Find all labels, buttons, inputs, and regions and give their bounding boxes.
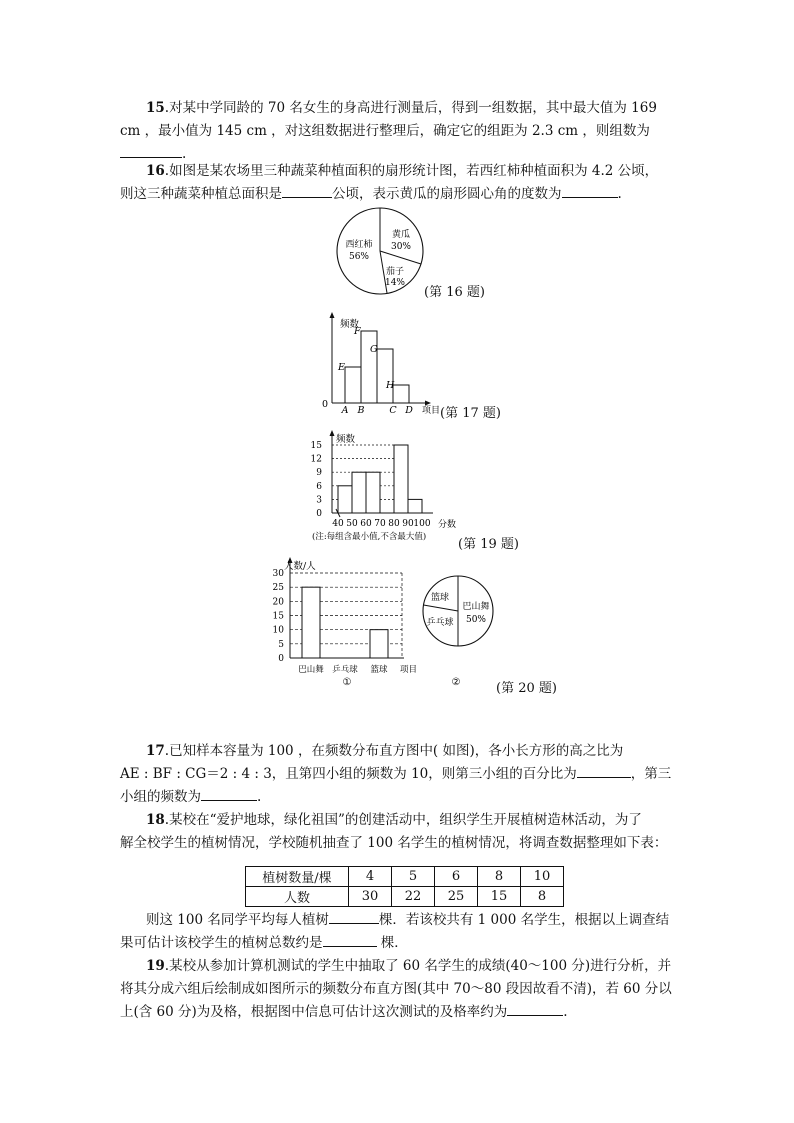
x-category-label: 乒乓球	[332, 665, 358, 675]
answer-blank	[562, 183, 618, 198]
q17-number: 17	[146, 743, 165, 759]
figure-marker-1: ①	[342, 677, 352, 688]
y-tick-label: 6	[316, 481, 322, 492]
table-cell: 10	[521, 867, 564, 887]
q18-line3: 则这 100 名同学平均每人植树 棵．若该校共有 1 000 名学生，根据以上调查结	[120, 909, 680, 932]
bar-top-label: H	[386, 380, 395, 391]
x-category-label: 篮球	[370, 665, 388, 675]
table-cell: 5	[392, 867, 435, 887]
y-tick-label: 15	[310, 441, 322, 451]
y-ticks	[311, 441, 323, 519]
x-tick-label: A	[341, 405, 349, 416]
histogram-bar	[393, 385, 409, 403]
bars	[345, 331, 409, 403]
q19-line1: 19.某校从参加计算机测试的学生中抽取了 60 名学生的成绩(40～100 分)进行分析，并	[146, 958, 672, 974]
table-header-cell: 人数	[246, 887, 349, 907]
q16-number: 16	[146, 163, 165, 179]
histogram-17	[318, 312, 448, 416]
question-19	[120, 955, 680, 1024]
x-tick-label: 100	[413, 519, 431, 529]
x-tick-label: B	[357, 405, 365, 416]
y-ticks	[273, 569, 285, 664]
pie-pct-tomato: 56%	[348, 252, 370, 262]
histogram-bar	[345, 367, 361, 403]
bar-top-label: G	[370, 344, 378, 355]
histogram-bar	[408, 499, 422, 513]
x-category-label: 巴山舞	[298, 665, 324, 675]
answer-blank	[201, 786, 257, 801]
y-tick-label: 15	[272, 611, 284, 622]
x-tick-label: 50	[346, 519, 358, 529]
bar-top-label: E	[338, 362, 345, 373]
x-ticks	[332, 519, 431, 529]
y-tick-label: 5	[278, 639, 284, 650]
x-axis-label: 项目	[422, 406, 441, 416]
question-18	[120, 809, 680, 855]
pie-pct-cucumber: 30%	[390, 242, 412, 252]
histogram-bar	[366, 472, 380, 513]
y-tick-label: 0	[316, 509, 322, 519]
y-tick-label: 30	[272, 569, 284, 579]
y-axis-label: 人数/人	[284, 561, 316, 572]
pie-chart-16	[335, 205, 425, 297]
table-cell: 8	[478, 867, 521, 887]
table-header-cell: 植树数量/棵	[246, 867, 349, 887]
y-axis-label: 频数	[336, 434, 356, 445]
answer-blank	[323, 932, 377, 947]
answer-blank	[577, 763, 631, 778]
x-tick-label: C	[389, 405, 397, 416]
question-16	[120, 160, 680, 206]
table-cell: 22	[392, 887, 435, 907]
pie-chart-20	[420, 574, 506, 688]
y-axis-label: 频数	[340, 319, 360, 330]
q16-line2: 则这三种蔬菜种植总面积是 公顷，表示黄瓜的扇形圆心角的度数为 .	[120, 183, 680, 206]
x-labels	[298, 664, 388, 675]
q15-line2: cm ，最小值为 145 cm ，对这组数据进行整理后，确定它的组距为 2.3 cm ，则组数为	[120, 123, 650, 139]
tree-planting-table	[245, 866, 564, 907]
y-tick-label: 12	[310, 454, 322, 465]
pie-label-tomato: 西红柿	[345, 240, 373, 250]
q15-line1: 15.对某中学同龄的 70 名女生的身高进行测量后，得到一组数据，其中最大值为 169	[146, 100, 657, 116]
pie-label-basketball: 篮球	[430, 593, 450, 603]
q17-line3: 小组的频数为 .	[120, 786, 680, 809]
x-axis-label: 分数	[438, 520, 457, 530]
q18-line1: 18.某校在“爱护地球，绿化祖国”的创建活动中，组织学生开展植树造林活动，为了	[146, 812, 642, 828]
table-row	[246, 867, 564, 887]
y-tick-label: 25	[272, 583, 284, 594]
bar	[302, 587, 320, 658]
x-tick-label: 60	[360, 519, 372, 529]
question-17	[120, 740, 680, 809]
pie-label-bashan: 巴山舞	[462, 602, 490, 612]
origin-label: 0	[322, 399, 329, 410]
question-15	[120, 97, 680, 166]
x-tick-label: D	[405, 405, 413, 416]
table-cell: 8	[521, 887, 564, 907]
table-cell: 25	[435, 887, 478, 907]
x-axis-arrow	[425, 401, 431, 406]
pie-pct-eggplant: 14%	[384, 278, 406, 288]
figure-16-caption: (第 16 题)	[424, 285, 485, 300]
y-tick-label: 20	[272, 597, 284, 608]
x-axis-label: 项目	[400, 665, 418, 675]
histogram-note: (注:每组含最小值,不含最大值)	[312, 532, 427, 542]
answer-blank	[329, 909, 379, 924]
table-row	[246, 887, 564, 907]
figure-marker-2: ②	[451, 677, 461, 688]
pie-label-eggplant: 茄子	[385, 267, 405, 277]
table-cell: 30	[349, 887, 392, 907]
table-cell: 4	[349, 867, 392, 887]
bar-chart-20	[262, 556, 432, 688]
y-tick-label: 0	[278, 654, 284, 664]
histogram-bar	[338, 486, 352, 513]
x-tick-label: 80	[388, 519, 400, 529]
q18-line2: 解全校学生的植树情况，学校随机抽查了 100 名学生的植树情况，将调查数据整理如下表：	[120, 835, 668, 851]
answer-blank	[120, 143, 182, 158]
answer-blank	[507, 1001, 563, 1016]
q15-number: 15	[146, 100, 165, 116]
histogram-bar	[377, 349, 393, 403]
histogram-bar	[361, 331, 377, 403]
q18-line4: 果可估计该校学生的植树总数约是 棵．	[120, 932, 680, 955]
x-tick-label: 70	[374, 519, 386, 529]
histogram-19	[308, 430, 463, 548]
answer-blank	[282, 183, 332, 198]
y-tick-label: 9	[316, 468, 322, 479]
y-axis-arrow	[330, 430, 335, 436]
histogram-bar	[352, 472, 366, 513]
histogram-bar	[394, 445, 408, 513]
pie-label-pingpong: 乒乓球	[426, 618, 454, 628]
q17-line1: 17.已知样本容量为 100 ，在频数分布直方图中( 如图)，各小长方形的高之比为	[146, 743, 624, 759]
question-18-continued	[120, 909, 680, 955]
q19-line2: 将其分成六组后绘制成如图所示的频数分布直方图(其中 70～80 段因故看不清)，若 60 分以	[120, 981, 672, 997]
y-tick-label: 10	[272, 625, 284, 636]
figure-17-caption: (第 17 题)	[440, 406, 501, 421]
y-tick-label: 3	[316, 495, 322, 506]
bars	[302, 587, 388, 658]
table-cell: 6	[435, 867, 478, 887]
q17-line2: AE : BF : CG＝2 : 4 : 3，且第四小组的频数为 10，则第三小组的百分比为 ，第三	[120, 763, 680, 786]
q16-line1: 16.如图是某农场里三种蔬菜种植面积的扇形统计图，若西红柿种植面积为 4.2 公顷，	[146, 163, 659, 179]
x-tick-label: 40	[332, 519, 344, 529]
bar-top-label: F	[354, 326, 361, 337]
q19-line3: 上(含 60 分)为及格，根据图中信息可估计这次测试的及格率约为 .	[120, 1001, 680, 1024]
table-cell: 15	[478, 887, 521, 907]
q18-number: 18	[146, 812, 165, 828]
y-axis-arrow	[330, 312, 335, 318]
figure-19-caption: (第 19 题)	[458, 537, 519, 552]
bars	[338, 445, 422, 513]
q19-number: 19	[146, 958, 165, 974]
bar	[370, 630, 388, 658]
q15-line3: .	[120, 143, 680, 166]
figure-20-caption: (第 20 题)	[496, 681, 557, 696]
x-tick-label: 90	[402, 519, 414, 529]
pie-pct-bashan: 50%	[465, 615, 487, 625]
pie-label-cucumber: 黄瓜	[391, 230, 411, 240]
